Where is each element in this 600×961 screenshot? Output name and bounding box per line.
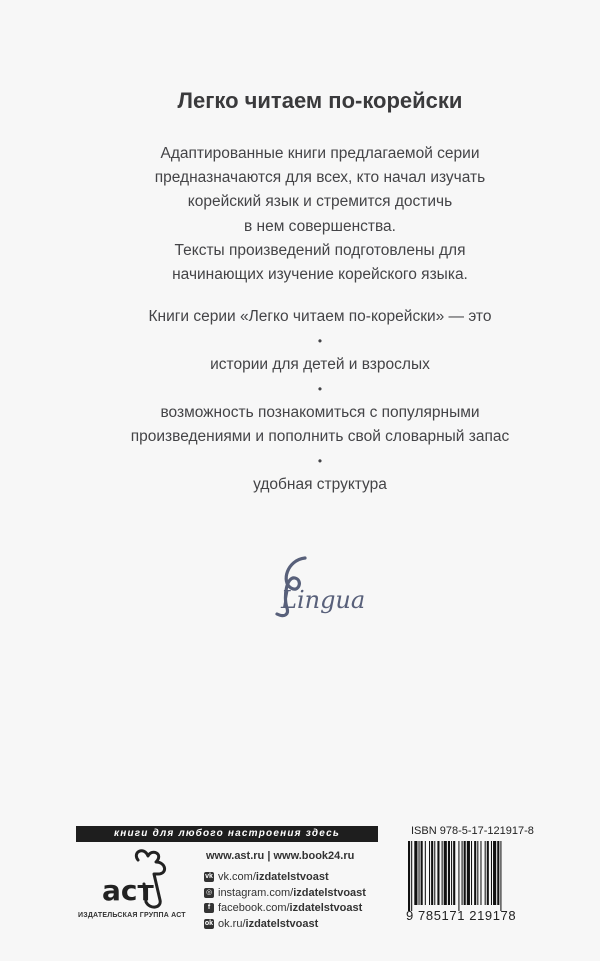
social-handle: izdatelstvoast	[289, 902, 363, 914]
barcode-bar	[442, 841, 443, 905]
barcode-bar	[458, 841, 459, 911]
barcode-bar	[408, 841, 410, 911]
social-handle: izdatelstvoast	[293, 886, 366, 899]
series-item: удобная структура	[253, 476, 387, 493]
intro-line: Адаптированные книги предлагаемой серии	[160, 145, 480, 162]
barcode-bar	[434, 841, 435, 905]
barcode-bar	[411, 841, 412, 911]
bullet-icon: •	[317, 334, 323, 348]
social-link-instagram[interactable]	[204, 886, 366, 900]
intro-line: в нем совершенства.	[244, 217, 396, 235]
barcode-bar	[464, 841, 466, 905]
social-prefix: ok.ru/	[218, 917, 246, 930]
barcode-bar	[474, 841, 476, 905]
barcode-bar	[500, 841, 501, 911]
series-list	[0, 305, 600, 497]
bullet-icon: •	[317, 382, 323, 396]
barcode-bar	[414, 841, 417, 905]
instagram-icon: ◎	[205, 888, 213, 896]
barcode-bar	[471, 841, 472, 905]
barcode-bar	[429, 841, 430, 905]
lingua-logo	[265, 552, 385, 622]
intro-line: корейский язык и стремится достичь	[187, 193, 453, 211]
intro-line: предназначаются для всех, кто начал изучать	[154, 169, 486, 187]
barcode-bar	[462, 841, 463, 905]
intro-line: начинающих изучение корейского языка.	[172, 266, 468, 284]
barcode-bar	[425, 841, 426, 905]
isbn-label: ISBN 978-5-17-121917-8	[411, 825, 534, 837]
barcode-digits: 9 785171 219178	[406, 908, 517, 923]
barcode-bar	[480, 841, 481, 905]
series-item: истории для детей и взрослых	[210, 356, 430, 373]
barcode-bar	[419, 841, 420, 905]
vk-icon: vk	[205, 873, 213, 880]
series-item: произведениями и пополнить свой словарный запас	[130, 428, 510, 445]
publisher-sites[interactable]: www.ast.ru | www.book24.ru	[206, 850, 355, 862]
social-link-facebook[interactable]	[204, 901, 366, 915]
series-item: возможность познакомиться с популярными	[160, 404, 480, 421]
barcode-bar	[437, 841, 439, 905]
social-link-vk[interactable]	[204, 870, 366, 884]
social-prefix: instagram.com/	[218, 886, 294, 899]
facebook-icon: f	[204, 903, 214, 913]
social-handle: izdatelstvoast	[255, 871, 329, 883]
lingua-logo-text: Lingua	[281, 586, 366, 614]
bullet-icon: •	[317, 454, 323, 468]
intro-line: Тексты произведений подготовлены для	[174, 241, 466, 259]
barcode-bar	[444, 841, 447, 905]
barcode-bar	[491, 841, 492, 905]
barcode-bar	[497, 841, 499, 905]
series-lead: Книги серии «Легко читаем по-корейски» — это	[148, 308, 492, 325]
ast-logo-text: аст	[102, 874, 154, 907]
social-prefix: vk.com/	[218, 871, 256, 883]
barcode-bar	[451, 841, 452, 905]
publisher-caption: ИЗДАТЕЛЬСКАЯ ГРУППА АСТ	[78, 912, 186, 919]
barcode-bar	[448, 841, 450, 905]
tagline-banner: книги для любого настроения здесь	[76, 826, 378, 842]
social-prefix: facebook.com/	[218, 902, 290, 914]
barcode-bar	[487, 841, 489, 905]
barcode-bar	[485, 841, 486, 905]
ok-icon: ok	[204, 919, 214, 927]
barcode	[407, 841, 542, 911]
social-link-ok[interactable]	[204, 917, 366, 931]
barcode-bar	[453, 841, 455, 905]
barcode-bar	[477, 841, 478, 905]
barcode-bar	[431, 841, 433, 905]
intro-text	[0, 142, 600, 287]
social-links	[204, 870, 366, 932]
barcode-bar	[467, 841, 470, 905]
barcode-bar	[493, 841, 496, 905]
page-title: Легко читаем по-корейски	[177, 88, 463, 113]
social-handle: izdatelstvoast	[245, 917, 319, 930]
barcode-bar	[421, 841, 423, 905]
